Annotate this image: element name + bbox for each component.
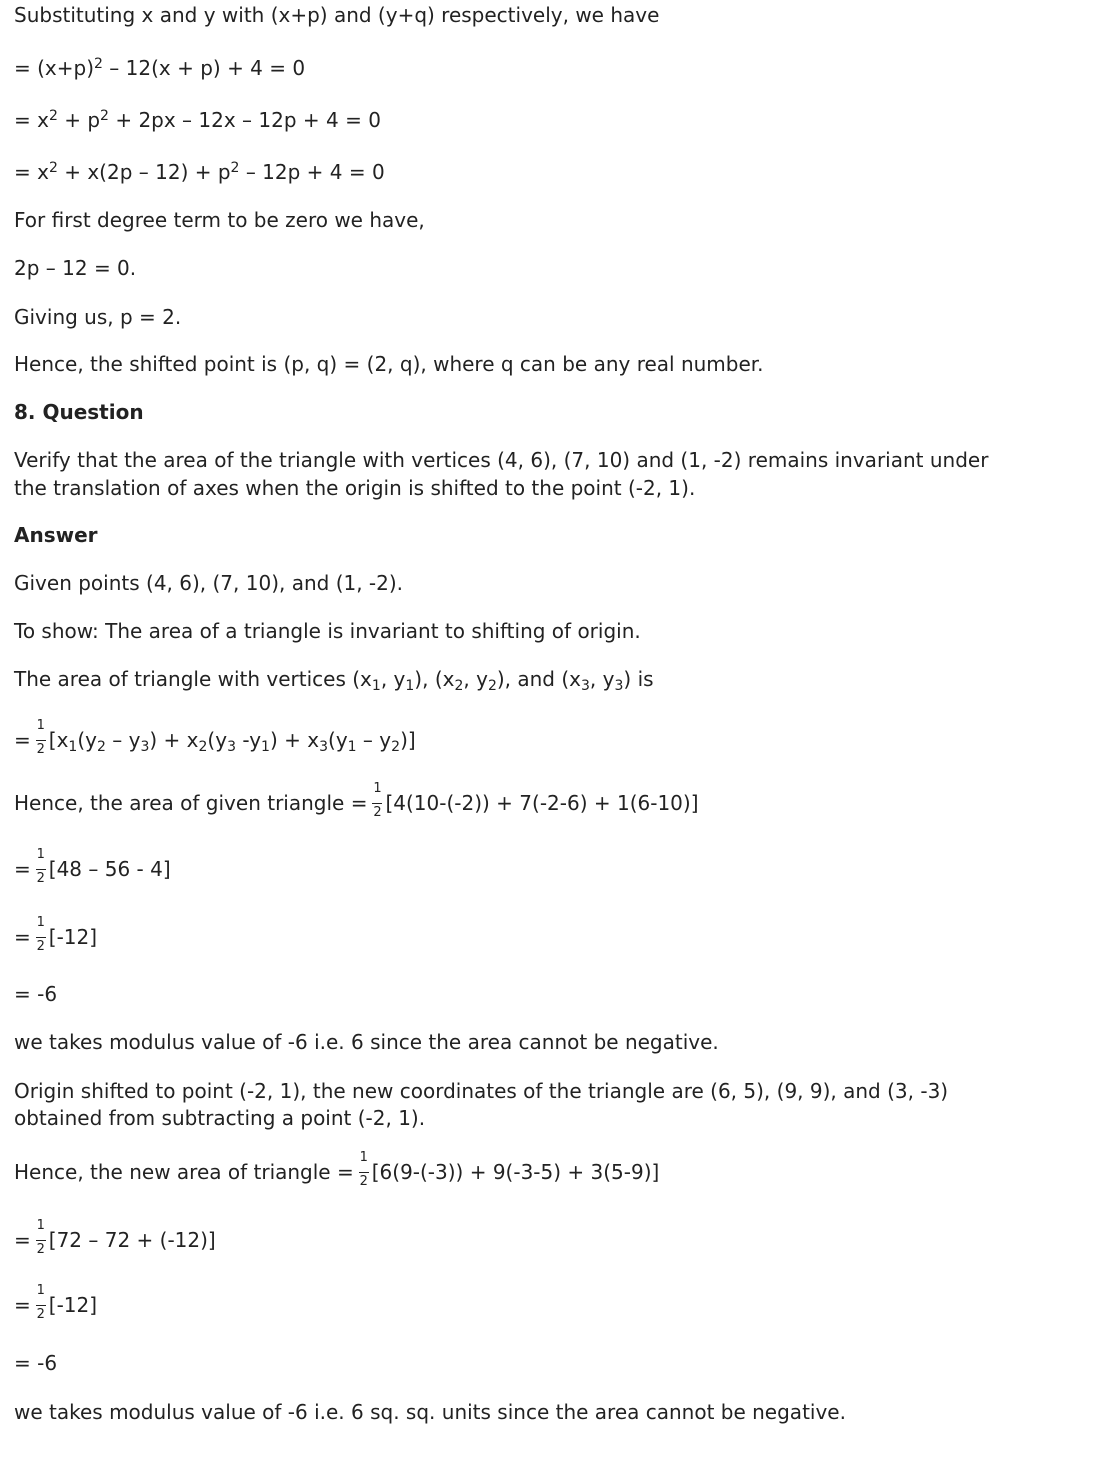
area-given-triangle: Hence, the area of given triangle = $\frac{1}{2}$ [4(10-(-2)) + 7(-2-6) + 1(6-10)] [14,781,699,820]
text-giving-p: Giving us, p = 2. [14,305,182,329]
equation-expanded-1: = $(x+p)^2 - 12(x + p) + 4 = 0$ [14,56,306,80]
question-text-line-1: Verify that the area of the triangle with vertices (4, 6), (7, 10) and (1, -2) remains invariant under [14,448,989,472]
area-new-triangle: Hence, the new area of triangle = $\frac{1}{2}$ [6(9-(-3)) + 9(-3-5) + 3(5-9)] [14,1150,660,1189]
equation-expanded-2: = $x^2 + p^2 + 2px - 12x - 12p + 4 = 0$ [14,108,381,132]
area-step-3: = $\frac{1}{2}$ [72 – 72 + (-12)] [14,1218,216,1257]
text-modulus-2: we takes modulus value of -6 i.e. 6 sq. sq. units since the area cannot be negative. [14,1400,846,1424]
fraction-half: $\frac{1}{2}$ [36,847,45,886]
text-origin-shifted-line-2: obtained from subtracting a point (-2, 1). [14,1106,426,1130]
text-origin-shifted-line-1: Origin shifted to point (-2, 1), the new coordinates of the triangle are (6, 5), (9, 9), and (3, -3) [14,1079,949,1103]
text-formula-intro: The area of triangle with vertices ($x_1$, $y_1$), ($x_2$, $y_2$), and ($x_3$, $y_3$) is [14,667,654,694]
text-first-degree: For first degree term to be zero we have, [14,208,425,232]
area-step-4: = $\frac{1}{2}$ [-12] [14,1283,98,1322]
equation-2p: 2p – 12 = 0. [14,256,137,280]
text-shifted-point: Hence, the shifted point is (p, q) = (2, q), where q can be any real number. [14,352,764,376]
text-to-show: To show: The area of a triangle is invariant to shifting of origin. [14,619,641,643]
question-text-line-2: the translation of axes when the origin is shifted to the point (-2, 1). [14,476,696,500]
answer-heading: Answer [14,523,98,547]
fraction-half: $\frac{1}{2}$ [36,1283,45,1322]
fraction-half: $\frac{1}{2}$ [373,781,382,820]
text-modulus-1: we takes modulus value of -6 i.e. 6 since the area cannot be negative. [14,1030,719,1054]
text-substituting: Substituting x and y with (x+p) and (y+q) respectively, we have [14,3,660,27]
text-given-points: Given points (4, 6), (7, 10), and (1, -2). [14,571,404,595]
fraction-half: $\frac{1}{2}$ [36,915,45,954]
area-result-1: = -6 [14,982,58,1006]
fraction-half: $\frac{1}{2}$ [36,1218,45,1257]
equation-expanded-3: = $x^2 + x(2p - 12) + p^2 - 12p + 4 = 0$ [14,160,385,184]
question-heading: 8. Question [14,400,144,424]
area-step-2: = $\frac{1}{2}$ [-12] [14,915,98,954]
area-result-2: = -6 [14,1351,58,1375]
area-formula: = $\frac{1}{2}$ [$x_1(y_2 - y_3) + x_2(y_3$ $-y_1) + x_3(y_1 - y_2)$] [14,718,416,757]
fraction-half: $\frac{1}{2}$ [36,718,45,757]
fraction-half: $\frac{1}{2}$ [359,1150,368,1189]
area-step-1: = $\frac{1}{2}$ [48 – 56 - 4] [14,847,171,886]
